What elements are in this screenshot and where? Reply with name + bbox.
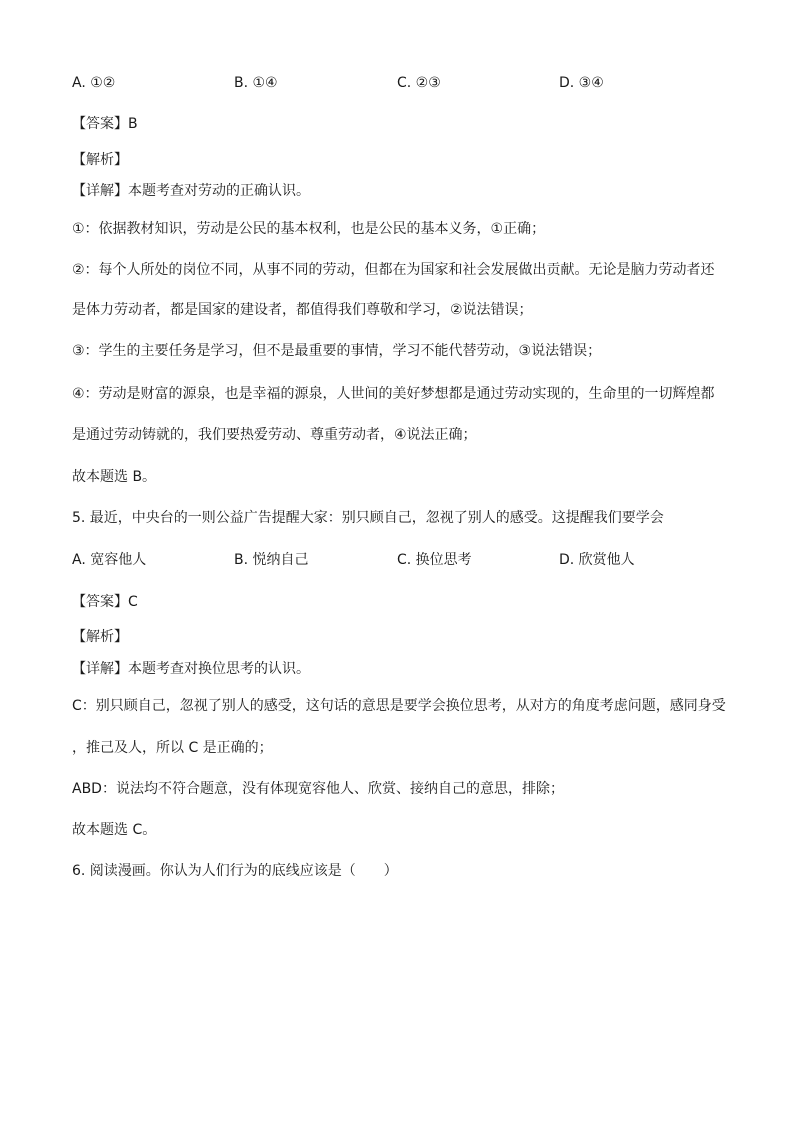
q4-conclusion: 故本题选 B。	[72, 469, 157, 485]
q4-option-d: D. ③④	[559, 75, 604, 91]
q6-question: 6. 阅读漫画。你认为人们行为的底线应该是（ ）	[72, 863, 398, 879]
q5-option-b: B. 悦纳自己	[234, 552, 309, 568]
q4-option-a: A. ①②	[72, 75, 116, 91]
q5-answer	[72, 592, 724, 612]
q5-line-3: ABD：说法均不符合题意，没有体现宽容他人、欣赏、接纳自己的意思，排除；	[72, 781, 564, 797]
answer-label: 【答案】	[72, 116, 128, 132]
q4-line-1: ①：依据教材知识，劳动是公民的基本权利，也是公民的基本义务，①正确；	[72, 221, 546, 237]
q4-line-5: ④：劳动是财富的源泉，也是幸福的源泉，人世间的美好梦想都是通过劳动实现的，生命里的一切辉煌都	[72, 386, 715, 402]
detail-label: 【详解】	[72, 183, 128, 199]
answer-value: B	[128, 116, 138, 132]
q4-option-c: C. ②③	[397, 75, 441, 91]
q5-question: 5. 最近，中央台的一则公益广告提醒大家：别只顾自己，忽视了别人的感受。这提醒我们要学会	[72, 510, 664, 526]
q5-option-a: A. 宽容他人	[72, 552, 147, 568]
q5-line-1: C：别只顾自己，忽视了别人的感受，这句话的意思是要学会换位思考，从对方的角度考虑问题，感同身受	[72, 698, 726, 714]
q5-analysis-label: 【解析】	[72, 629, 128, 645]
q5-option-c: C. 换位思考	[397, 552, 472, 568]
detail-text: 本题考查对换位思考的认识。	[128, 661, 310, 677]
detail-label: 【详解】	[72, 661, 128, 677]
q4-answer	[72, 114, 724, 134]
q5-conclusion: 故本题选 C。	[72, 822, 157, 838]
q4-line-2: ②：每个人所处的岗位不同，从事不同的劳动，但都在为国家和社会发展做出贡献。无论是脑力劳动者还	[72, 262, 715, 278]
q5-option-d: D. 欣赏他人	[559, 552, 635, 568]
q4-detail	[72, 181, 724, 201]
q4-line-4: ③：学生的主要任务是学习，但不是最重要的事情，学习不能代替劳动，③说法错误；	[72, 343, 602, 359]
answer-value: C	[128, 594, 138, 610]
answer-label: 【答案】	[72, 594, 128, 610]
q5-detail	[72, 659, 724, 679]
q4-analysis-label: 【解析】	[72, 152, 128, 168]
q5-line-2: ，推己及人，所以 C 是正确的；	[72, 740, 273, 756]
q4-line-6: 是通过劳动铸就的，我们要热爱劳动、尊重劳动者，④说法正确；	[72, 427, 477, 443]
q4-option-b: B. ①④	[234, 75, 278, 91]
detail-text: 本题考查对劳动的正确认识。	[128, 183, 310, 199]
q4-line-3: 是体力劳动者，都是国家的建设者，都值得我们尊敬和学习，②说法错误；	[72, 302, 533, 318]
